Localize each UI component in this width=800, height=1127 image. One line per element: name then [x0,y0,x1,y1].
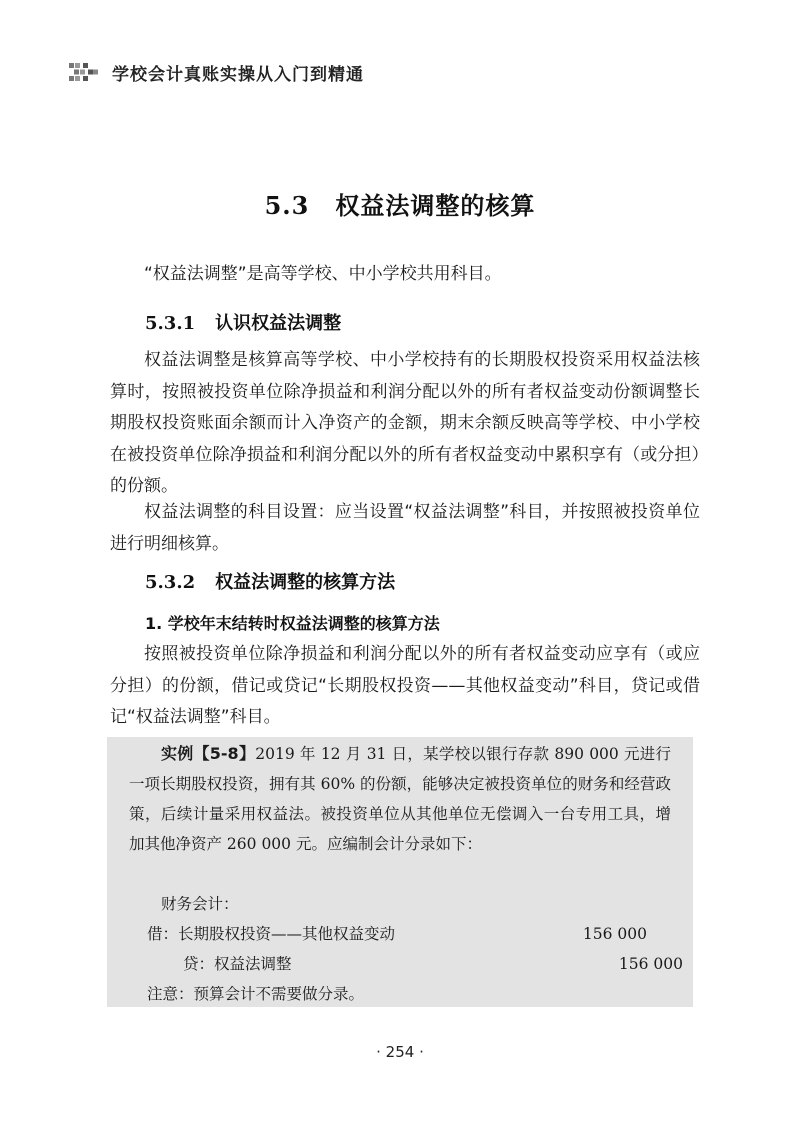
credit-amount: 156 000 [618,955,683,973]
example-body: 2019 年 12 月 31 日，某学校以银行存款 890 000 元进行一项长期股权投资，拥有其 60% 的份额，能够决定被投资单位的财务和经营政策，后续计量采用权益法。被投资单位从其他单位无偿调入一台专用工具，增加其他净资产 260 000 元。应编制会计分录如下： [129,745,671,853]
body-paragraph: 权益法调整的科目设置：应当设置“权益法调整”科目，并按照被投资单位进行明细核算。 [110,502,700,554]
example-box [107,737,693,1007]
subsection-number: 5.3.2 [145,572,196,593]
example-label: 实例【5-8】 [161,744,256,763]
credit-entry: 贷：权益法调整 [183,955,292,973]
subsection-heading-2 [145,568,395,594]
accounting-type: 财务会计： [161,895,239,913]
section-number: 5.3 [264,191,310,220]
subsection-heading-1 [145,309,341,335]
item-heading: 1. 学校年末结转时权益法调整的核算方法 [145,614,440,633]
example-text [129,737,671,859]
running-title: 学校会计真账实操从入门到精通 [112,64,364,85]
debit-entry: 借：长期股权投资——其他权益变动 [147,925,396,943]
subsection-title: 权益法调整的核算方法 [215,572,396,593]
subsection-title: 认识权益法调整 [215,313,342,334]
page-number: · 254 · [376,1043,424,1061]
running-header [68,60,364,84]
section-title [0,186,800,221]
example-note: 注意：预算会计不需要做分录。 [147,985,365,1003]
subsection-number: 5.3.1 [145,313,196,334]
body-paragraph: 按照被投资单位除净损益和利润分配以外的所有者权益变动应享有（或应分担）的份额，借记或贷记“长期股权投资——其他权益变动”科目，贷记或借记“权益法调整”科目。 [110,644,700,727]
body-paragraph: 权益法调整是核算高等学校、中小学校持有的长期股权投资采用权益法核算时，按照被投资单位除净损益和利润分配以外的所有者权益变动份额调整长期股权投资账面余额而计入净资产的金额，期末余额反映高等学校、中小学校在被投资单位除净损益和利润分配以外的所有者权益变动中累积享有（或分担）的份额。 [110,350,700,496]
section-title-text: 权益法调整的核算 [335,192,536,220]
intro-paragraph: “权益法调整”是高等学校、中小学校共用科目。 [144,264,502,284]
debit-amount: 156 000 [582,925,647,943]
double-chevron-icon [68,60,100,84]
